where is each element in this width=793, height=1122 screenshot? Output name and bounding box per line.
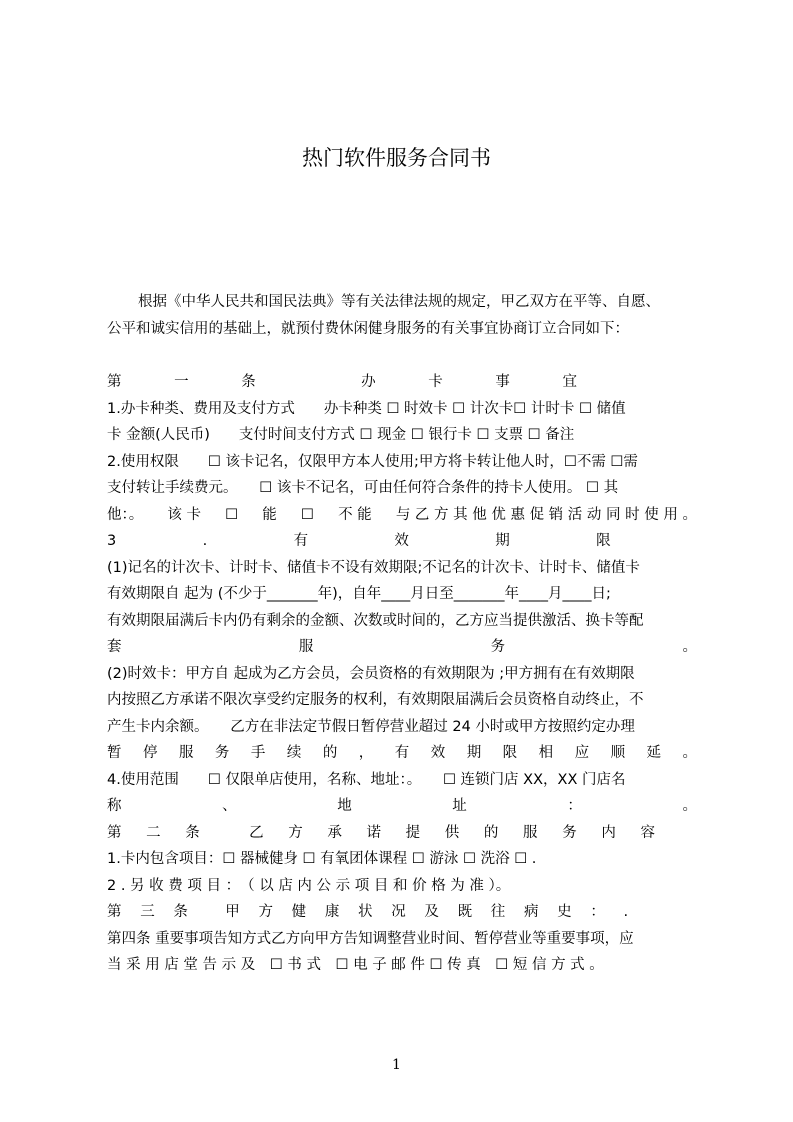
text-token: 他：。 [107, 507, 144, 523]
text-token: 提 [405, 825, 421, 841]
validity-heading [107, 531, 697, 551]
text-token: 延 [646, 745, 662, 761]
text-token: 承 [327, 825, 342, 841]
usage-scope-line: 4.使用范围 ☐ 仅限单店使用，名称、地址：。 ☐ 连锁门店 XX，XX 门店名 [107, 772, 626, 788]
article-3-heading [107, 902, 647, 922]
text-token: 一 [174, 374, 189, 390]
card-type-line: 1.办卡种类、费用及支付方式 办卡种类 ☐ 时效卡 ☐ 计次卡☐ 计时卡 ☐ 储值 [107, 401, 626, 417]
article-2-heading [107, 823, 655, 843]
time-card-line-1: (2)时效卡：甲方自 起成为乙方会员，会员资格的有效期限为 ;甲方拥有在有效期限 [107, 666, 635, 682]
text-token: 及 [424, 904, 439, 920]
text-token: 不 能 [338, 507, 372, 523]
text-token: 康 [324, 904, 340, 920]
text-token: 第 [107, 825, 122, 841]
text-token: 甲 [225, 904, 240, 920]
text-token: 第 [107, 904, 122, 920]
text-token: 务 [214, 745, 230, 761]
text-token: 称 [107, 798, 122, 814]
text-token: 条 [173, 904, 188, 920]
article-4-line-2: 当 采 用 店 堂 告 示 及 ☐ 书 式 ☐ 电 子 邮 件 ☐ 传 真 ☐ 短 信 方 式 。 [107, 957, 604, 973]
text-token: 相 [538, 745, 554, 761]
text-token: 办 [361, 374, 376, 390]
text-token: 条 [185, 825, 200, 841]
text-token: 。 [682, 745, 697, 761]
usage-rights-line: 2.使用权限 ☐ 该卡记名，仅限甲方本人使用;甲方将卡转让他人时，☐不需 ☐需 [107, 454, 638, 470]
text-token: ： [567, 798, 582, 814]
text-token: 三 [140, 904, 155, 920]
text-token: 往 [490, 904, 506, 920]
validity-line-2: 有效期限自 起为 (不少于_______年)，自年____月日至_______年____月____日; [107, 586, 611, 602]
suspension-line [107, 743, 697, 763]
service-line [107, 637, 697, 657]
text-token: 效 [394, 533, 409, 549]
text-token: 服 [178, 745, 194, 761]
text-token: 的 [483, 825, 499, 841]
text-token: 3 [107, 533, 117, 549]
text-token: 的 [322, 745, 338, 761]
text-token: 服 [523, 825, 538, 841]
text-token: 供 [444, 825, 460, 841]
text-token: ： [590, 904, 605, 920]
document-title: 热门软件服务合同书 [302, 146, 491, 170]
text-token: 停 [142, 745, 158, 761]
text-token: 。 [682, 639, 697, 655]
text-token: 限 [502, 745, 518, 761]
text-token: 期 [466, 745, 482, 761]
text-token: ， [358, 745, 374, 761]
text-token: 第 [107, 374, 122, 390]
text-token: . [623, 904, 629, 920]
text-token: 卡 [428, 374, 443, 390]
text-token: 套 [107, 639, 122, 655]
intro-line-2: 公平和诚实信用的基础上，就预付费休闲健身服务的有关事宜协商订立合同如下： [107, 321, 629, 337]
text-token: 能 [262, 507, 277, 523]
text-token: 乙 [249, 825, 264, 841]
text-token: 宜 [562, 374, 577, 390]
text-token: 况 [391, 904, 406, 920]
text-token: 方 [288, 825, 303, 841]
text-token: 二 [146, 825, 161, 841]
included-items-line: 1.卡内包含项目：☐ 器械健身 ☐ 有氧团体课程 ☐ 游泳 ☐ 洗浴 ☐ . [107, 851, 537, 867]
text-token: 、 [222, 798, 237, 814]
promotion-line [107, 505, 697, 525]
text-token: ☐ [225, 507, 239, 523]
text-token: 务 [490, 639, 506, 655]
text-token: 既 [457, 904, 473, 920]
text-token: 限 [596, 533, 611, 549]
text-token: 事 [495, 374, 510, 390]
text-token: 务 [562, 825, 577, 841]
text-token: 服 [298, 639, 314, 655]
text-token: 病 [523, 904, 539, 920]
text-token: 状 [358, 904, 373, 920]
text-token: 暂 [107, 745, 122, 761]
validity-line-1: (1)记名的计次卡、计时卡、储值卡不设有效期限;不记名的计次卡、计时卡、储值卡 [107, 560, 640, 576]
text-token: 史 [557, 904, 572, 920]
text-token: 手 [250, 745, 266, 761]
text-token: 顺 [610, 745, 626, 761]
text-token: 应 [574, 745, 590, 761]
text-token: 与 乙 方 其 他 优 惠 促 销 活 动 同 时 使 用 。 [395, 507, 697, 523]
text-token: ☐ [300, 507, 314, 523]
transfer-fee-line: 支付转让手续费元。 ☐ 该卡不记名，可由任何符合条件的持卡人使用。 ☐ 其 [107, 480, 619, 496]
extra-fee-line: 2 . 另 收 费 项 目 ： （ 以 店 内 公 示 项 目 和 价 格 为 准 ）。 [107, 878, 511, 894]
text-token: 续 [286, 745, 302, 761]
store-address-line [107, 796, 697, 816]
page-number: 1 [392, 1057, 401, 1073]
card-amount-line: 卡 金额(人民币) 支付时间支付方式 ☐ 现金 ☐ 银行卡 ☐ 支票 ☐ 备注 [107, 427, 575, 443]
text-token: 有 [293, 533, 309, 549]
text-token: 址 [452, 798, 467, 814]
time-card-line-3: 产生卡内余额。 乙方在非法定节假日暂停营业超过 24 小时或甲方按照约定办理 [107, 719, 635, 735]
text-token: 效 [430, 745, 446, 761]
text-token: 容 [640, 825, 655, 841]
text-token: 。 [682, 798, 697, 814]
intro-line-1: 根据《中华人民共和国民法典》等有关法律法规的规定，甲乙双方在平等、自愿、 [138, 294, 660, 310]
time-card-line-2: 内按照乙方承诺不限次享受约定服务的权利，有效期限届满后会员资格自动终止，不 [107, 692, 644, 708]
text-token: . [202, 533, 208, 549]
text-token: 内 [601, 825, 616, 841]
article-4-line-1: 第四条 重要事项告知方式乙方向甲方告知调整营业时间、暂停营业等重要事项，应 [107, 931, 634, 947]
text-token: 期 [495, 533, 510, 549]
validity-line-3: 有效期限届满后卡内仍有剩余的金额、次数或时间的，乙方应当提供激活、换卡等配 [107, 613, 644, 629]
text-token: 健 [291, 904, 307, 920]
text-token: 有 [394, 745, 410, 761]
text-token: 诺 [366, 825, 381, 841]
text-token: 该 卡 [167, 507, 201, 523]
text-token: 条 [241, 374, 256, 390]
article-1-heading [107, 372, 577, 392]
text-token: 地 [337, 798, 352, 814]
text-token: 方 [258, 904, 273, 920]
